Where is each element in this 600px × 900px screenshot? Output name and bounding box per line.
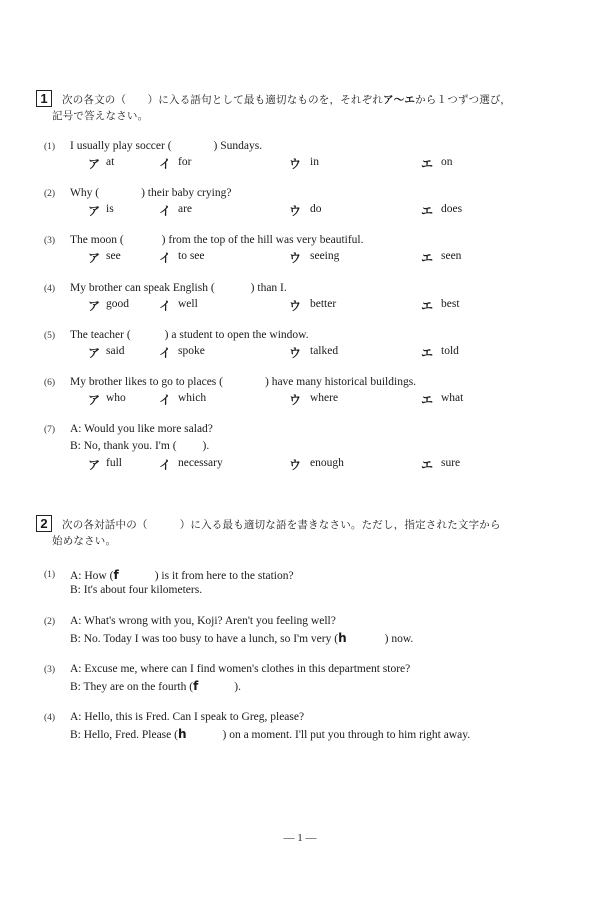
sentence-before-blank: The teacher ( xyxy=(70,329,131,341)
option-key: ア xyxy=(88,157,101,171)
option-key: エ xyxy=(421,346,434,360)
dialogue-line-b xyxy=(70,631,413,645)
option-key: イ xyxy=(159,393,172,407)
option-text: sure xyxy=(441,457,461,469)
option-key: イ xyxy=(159,346,172,360)
question-sentence xyxy=(70,234,364,246)
option-key: ア xyxy=(88,299,101,313)
question-number: (6) xyxy=(44,378,56,388)
option-text: where xyxy=(310,392,339,404)
option-text: full xyxy=(106,457,122,469)
line-after: ) is it from here to the station? xyxy=(154,570,294,582)
sentence-before-blank: My brother likes to go to places ( xyxy=(70,376,223,388)
question-number: (5) xyxy=(44,331,56,341)
option-text: in xyxy=(310,156,319,168)
option-key: ウ xyxy=(289,299,302,313)
question-number: (2) xyxy=(44,189,56,199)
sentence-before-blank: Why ( xyxy=(70,187,100,199)
dialogue-line-a xyxy=(70,568,294,582)
option-text: enough xyxy=(310,457,344,469)
option-text: see xyxy=(106,250,121,262)
line-after: ) on a moment. I'll put you through to him right away. xyxy=(222,729,471,741)
option-text: spoke xyxy=(178,345,205,357)
option-text: do xyxy=(310,203,322,215)
option-text: necessary xyxy=(178,457,223,469)
question-number: (4) xyxy=(44,284,56,294)
option-key: ウ xyxy=(289,251,302,265)
option-text: good xyxy=(106,298,129,310)
option-text: told xyxy=(441,345,459,357)
section-1-instruction-line1 xyxy=(62,92,511,107)
line-after: ). xyxy=(234,681,242,693)
line-b-before: B: No, thank you. I'm ( xyxy=(70,440,177,452)
section-1-number: 1 xyxy=(36,90,52,107)
dialogue-line-a: A: Would you like more salad? xyxy=(70,423,213,435)
question-number: (2) xyxy=(44,617,56,627)
option-text: on xyxy=(441,156,453,168)
option-text: well xyxy=(178,298,198,310)
option-key: エ xyxy=(421,393,434,407)
sentence-before-blank: The moon ( xyxy=(70,234,124,246)
instruction-text-end: から１つずつ選び， xyxy=(415,94,511,106)
option-key: ア xyxy=(88,458,101,472)
instruction-text: 次の各文の（ ）に入る語句として最も適切なものを，それぞれ xyxy=(62,94,383,106)
option-text: who xyxy=(106,392,126,404)
option-key: ア xyxy=(88,251,101,265)
dialogue-line-b xyxy=(70,727,470,741)
instruction-choice-range: ア～エ xyxy=(383,94,416,106)
option-key: イ xyxy=(159,157,172,171)
question-sentence xyxy=(70,376,416,388)
dialogue-line-a: A: What's wrong with you, Koji? Aren't you feeling well? xyxy=(70,615,336,627)
dialogue-line-b: B: It's about four kilometers. xyxy=(70,584,203,596)
question-number: (3) xyxy=(44,665,56,675)
sentence-after-blank: ) a student to open the window. xyxy=(164,329,309,341)
question-number: (7) xyxy=(44,425,56,435)
option-text: is xyxy=(106,203,114,215)
line-before: A: How ( xyxy=(70,570,114,582)
initial-letter: h xyxy=(177,727,187,741)
option-key: エ xyxy=(421,251,434,265)
option-key: ウ xyxy=(289,204,302,218)
dialogue-line-a: A: Hello, this is Fred. Can I speak to Greg, please? xyxy=(70,711,305,723)
sentence-after-blank: ) have many historical buildings. xyxy=(264,376,417,388)
section-2-number: 2 xyxy=(36,515,52,532)
line-before: B: They are on the fourth ( xyxy=(70,681,194,693)
option-key: ウ xyxy=(289,157,302,171)
question-number: (3) xyxy=(44,236,56,246)
option-key: エ xyxy=(421,458,434,472)
option-key: エ xyxy=(421,299,434,313)
option-key: ウ xyxy=(289,393,302,407)
initial-letter: h xyxy=(338,631,347,645)
option-text: which xyxy=(178,392,207,404)
option-text: seen xyxy=(441,250,462,262)
dialogue-line-a: A: Excuse me, where can I find women's clothes in this department store? xyxy=(70,663,411,675)
option-text: said xyxy=(106,345,125,357)
section-1-instruction-line2: 記号で答えなさい。 xyxy=(52,110,149,122)
question-sentence xyxy=(70,187,231,199)
option-key: イ xyxy=(159,458,172,472)
option-text: seeing xyxy=(310,250,340,262)
sentence-after-blank: ) their baby crying? xyxy=(141,187,232,199)
option-key: ウ xyxy=(289,458,302,472)
question-number: (4) xyxy=(44,713,56,723)
option-key: エ xyxy=(421,157,434,171)
dialogue-line-b xyxy=(70,679,241,693)
option-text: does xyxy=(441,203,463,215)
sentence-before-blank: My brother can speak English ( xyxy=(70,282,215,294)
sentence-after-blank: ) than I. xyxy=(250,282,287,294)
option-text: for xyxy=(178,156,192,168)
option-text: are xyxy=(178,203,193,215)
sentence-after-blank: ) from the top of the hill was very beautiful. xyxy=(161,234,364,246)
section-2-instruction-line1: 次の各対話中の（ ）に入る最も適切な語を書きなさい。ただし，指定された文字から xyxy=(62,519,501,531)
option-key: ア xyxy=(88,346,101,360)
option-key: ウ xyxy=(289,346,302,360)
option-key: ア xyxy=(88,393,101,407)
dialogue-line-b xyxy=(70,440,209,452)
option-text: better xyxy=(310,298,337,310)
option-key: イ xyxy=(159,299,172,313)
initial-letter: f xyxy=(113,568,119,582)
option-key: イ xyxy=(159,251,172,265)
question-number: (1) xyxy=(44,570,56,580)
initial-letter: f xyxy=(193,679,199,693)
option-text: what xyxy=(441,392,464,404)
question-sentence xyxy=(70,282,287,294)
line-b-after: ). xyxy=(202,440,210,452)
line-before: B: No. Today I was too busy to have a lunch, so I'm very ( xyxy=(70,633,339,645)
option-text: best xyxy=(441,298,460,310)
option-text: talked xyxy=(310,345,339,357)
line-before: B: Hello, Fred. Please ( xyxy=(70,729,178,741)
question-number: (1) xyxy=(44,142,56,152)
page-number: — 1 — xyxy=(283,832,317,844)
option-key: エ xyxy=(421,204,434,218)
sentence-before-blank: I usually play soccer ( xyxy=(70,140,172,152)
option-text: to see xyxy=(178,250,205,262)
option-text: at xyxy=(106,156,115,168)
option-key: イ xyxy=(159,204,172,218)
question-sentence xyxy=(70,140,262,152)
option-key: ア xyxy=(88,204,101,218)
sentence-after-blank: ) Sundays. xyxy=(213,140,263,152)
question-sentence xyxy=(70,329,309,341)
section-2-instruction-line2: 始めなさい。 xyxy=(52,535,117,547)
line-after: ) now. xyxy=(384,633,414,645)
